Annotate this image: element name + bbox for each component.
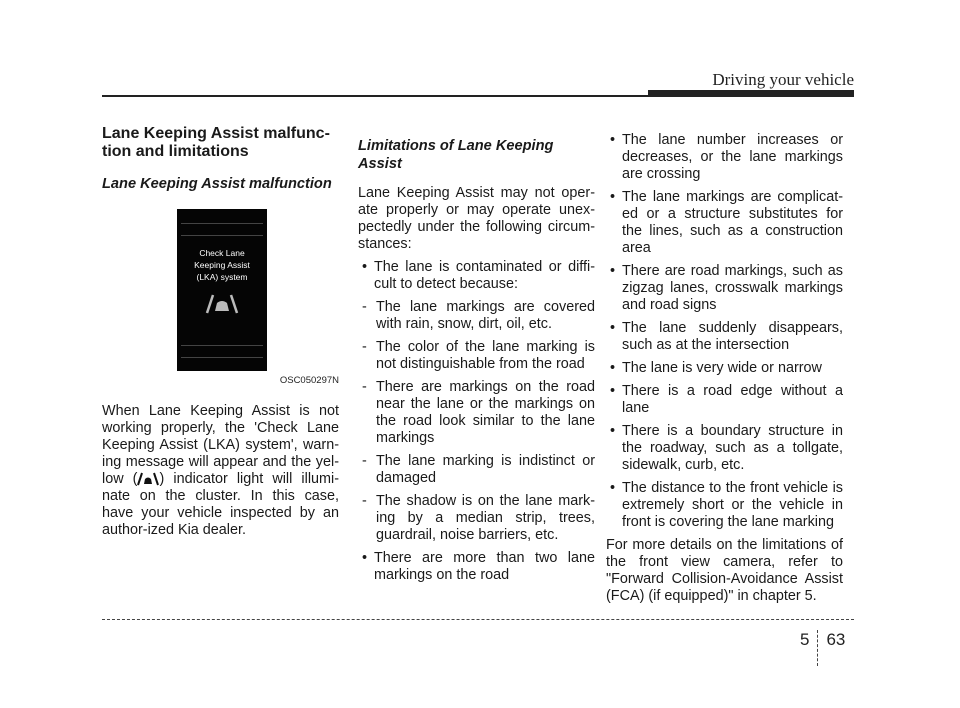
cluster-message — [177, 247, 267, 283]
malfunction-text-2: ) indicator light will illumi-nate on the cluster. In this case, have your vehicle inspected by an author-ized Kia dealer. — [102, 471, 339, 538]
sub-list-item: - The lane marking is indistinct or damaged — [358, 453, 595, 487]
list-item: • There is a road edge without a lane — [606, 383, 843, 417]
footer-rule — [102, 619, 854, 620]
section-heading: Lane Keeping Assist malfunc- tion and limitations — [102, 125, 330, 160]
malfunction-text-1: When Lane Keeping Assist is not working properly, the 'Check Lane Keeping Assist (LKA) system', warn-ing message will appear and the yel-low ( — [102, 403, 339, 487]
sub-list-item: - The color of the lane marking is not distinguishable from the road — [358, 339, 595, 373]
malfunction-paragraph — [102, 403, 339, 539]
figure-label: OSC050297N — [279, 375, 339, 386]
page-number-separator — [817, 630, 818, 666]
cluster-display — [177, 209, 267, 371]
malfunction-subheading: Lane Keeping Assist malfunction — [102, 176, 332, 192]
list-item: • There are more than two lane markings on the road — [358, 550, 595, 584]
closing-paragraph: For more details on the limitations of the front view camera, refer to "Forward Collision-Avoidance Assist (FCA) (if equipped)" in chapter 5. — [606, 537, 843, 604]
header-title: Driving your vehicle — [712, 70, 854, 89]
list-item: • The lane suddenly disappears, such as at the intersection — [606, 320, 843, 354]
limitations-intro: Lane Keeping Assist may not oper-ate properly or may operate unex-pectedly under the following circum-stances: — [358, 185, 595, 252]
cluster-message-line-3: (LKA) system — [196, 272, 248, 282]
column-2 — [358, 137, 595, 584]
sub-list-item: - There are markings on the road near the lane or the markings on the road look similar to the lane markings — [358, 379, 595, 447]
cluster-message-line-2: Keeping Assist — [194, 260, 250, 270]
sub-list-item: - The shadow is on the lane mark-ing by a median strip, trees, guardrail, noise barriers, etc. — [358, 493, 595, 544]
list-item: • The lane number increases or decreases, or the lane markings are crossing — [606, 132, 843, 183]
page-number — [800, 630, 845, 666]
lane-keeping-display-icon — [204, 293, 240, 315]
lane-keeping-indicator-icon — [137, 472, 159, 486]
column-1 — [102, 125, 339, 539]
list-item: • The lane is contaminated or diffi-cult to detect because: — [358, 259, 595, 293]
list-item: • There are road markings, such as zigzag lanes, crosswalk markings and road signs — [606, 263, 843, 314]
list-item: • The lane markings are complicat-ed or a structure substitutes for the lines, such as a construction area — [606, 189, 843, 257]
cluster-figure — [102, 205, 339, 391]
list-item: • The distance to the front vehicle is extremely short or the vehicle in front is covering the lane marking — [606, 480, 843, 531]
column-3 — [606, 132, 843, 605]
sub-list-item: - The lane markings are covered with rain, snow, dirt, oil, etc. — [358, 299, 595, 333]
cluster-message-line-1: Check Lane — [199, 248, 245, 258]
page-number-value: 63 — [826, 630, 846, 649]
chapter-number: 5 — [800, 630, 810, 649]
header-bar — [648, 90, 854, 97]
list-item: • The lane is very wide or narrow — [606, 360, 843, 377]
limitations-heading: Limitations of Lane Keeping Assist — [358, 138, 554, 172]
list-item: • There is a boundary structure in the roadway, such as a tollgate, sidewalk, curb, etc. — [606, 423, 843, 474]
